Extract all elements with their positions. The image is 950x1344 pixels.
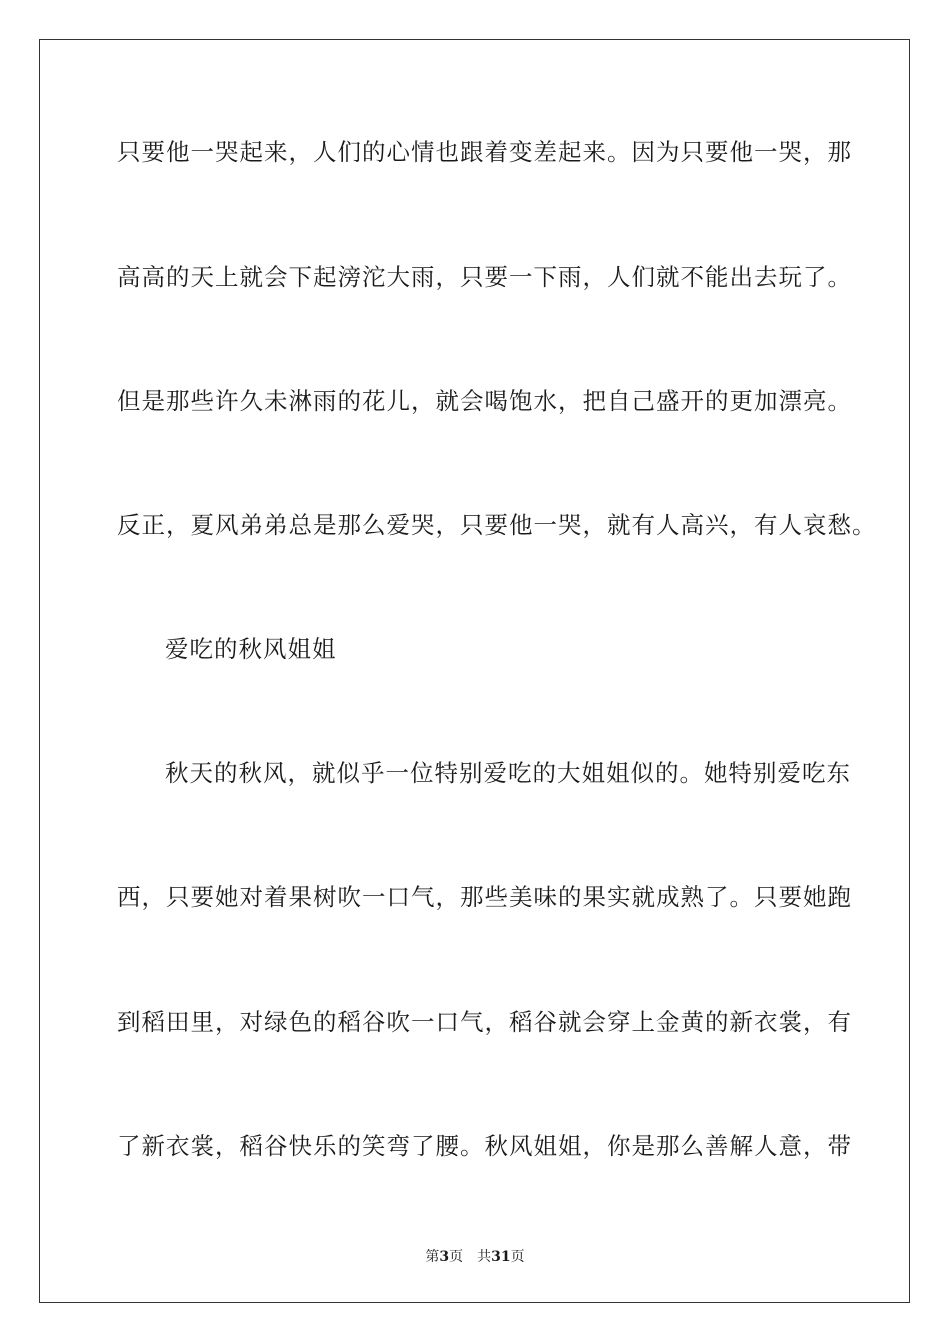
- section-heading: 爱吃的秋风姐姐: [165, 635, 337, 663]
- page-prefix: 第: [425, 1249, 440, 1265]
- body-line-7: 西，只要她对着果树吹一口气，那些美味的果实就成熟了。只要她跑: [117, 883, 852, 911]
- body-line-3: 但是那些许久未淋雨的花儿，就会喝饱水，把自己盛开的更加漂亮。: [117, 387, 852, 415]
- total-pages: 31: [491, 1249, 511, 1265]
- body-line-8: 到稻田里，对绿色的稻谷吹一口气，稻谷就会穿上金黄的新衣裳，有: [117, 1008, 852, 1036]
- total-prefix: 共: [477, 1249, 492, 1265]
- page-footer: [0, 1248, 950, 1266]
- body-line-4: 反正，夏风弟弟总是那么爱哭，只要他一哭，就有人高兴，有人哀愁。: [117, 511, 877, 539]
- body-line-1: 只要他一哭起来，人们的心情也跟着变差起来。因为只要他一哭，那: [117, 138, 852, 166]
- page-number: 3: [439, 1249, 450, 1265]
- page-border: [39, 39, 910, 1303]
- total-suffix: 页: [510, 1249, 525, 1265]
- body-line-2: 高高的天上就会下起滂沱大雨，只要一下雨，人们就不能出去玩了。: [117, 263, 852, 291]
- body-line-9: 了新衣裳，稻谷快乐的笑弯了腰。秋风姐姐，你是那么善解人意，带: [117, 1132, 852, 1160]
- body-line-6: 秋天的秋风，就似乎一位特别爱吃的大姐姐似的。她特别爱吃东: [165, 759, 851, 787]
- page-suffix: 页: [449, 1249, 464, 1265]
